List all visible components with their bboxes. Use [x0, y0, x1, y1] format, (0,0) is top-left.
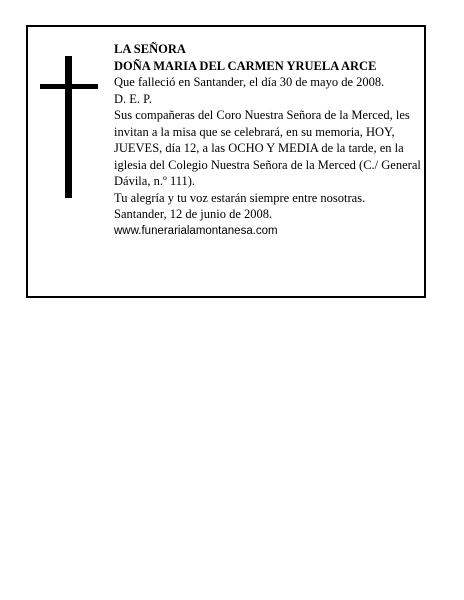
funeral-home-website[interactable]: www.funerarialamontanesa.com: [114, 224, 278, 237]
notice-text: [114, 41, 426, 239]
deceased-name: DOÑA MARIA DEL CARMEN YRUELA ARCE: [114, 58, 377, 73]
rip-line: D. E. P.: [114, 91, 152, 106]
obituary-notice: [26, 25, 426, 298]
notice-heading-title: LA SEÑORA: [114, 42, 186, 56]
cross-vertical-bar: [65, 56, 72, 198]
farewell-line: Tu alegría y tu voz estarán siempre entre nosotras.: [114, 190, 366, 205]
cross-icon: [40, 56, 98, 198]
place-and-date: Santander, 12 de junio de 2008.: [114, 207, 273, 221]
cross-horizontal-bar: [40, 84, 98, 89]
mass-invitation: Sus compañeras del Coro Nuestra Señora de la Merced, les invitan a la misa que se celebrará, en su memoria, HOY, JUEVES, día 12, a las OCHO Y MEDIA de la tarde, en la iglesia del Colegio Nuestra Señora de la Merced (C./ General Dávila, n.º 111).: [114, 108, 421, 188]
death-statement: Que falleció en Santander, el día 30 de mayo de 2008.: [114, 75, 385, 89]
